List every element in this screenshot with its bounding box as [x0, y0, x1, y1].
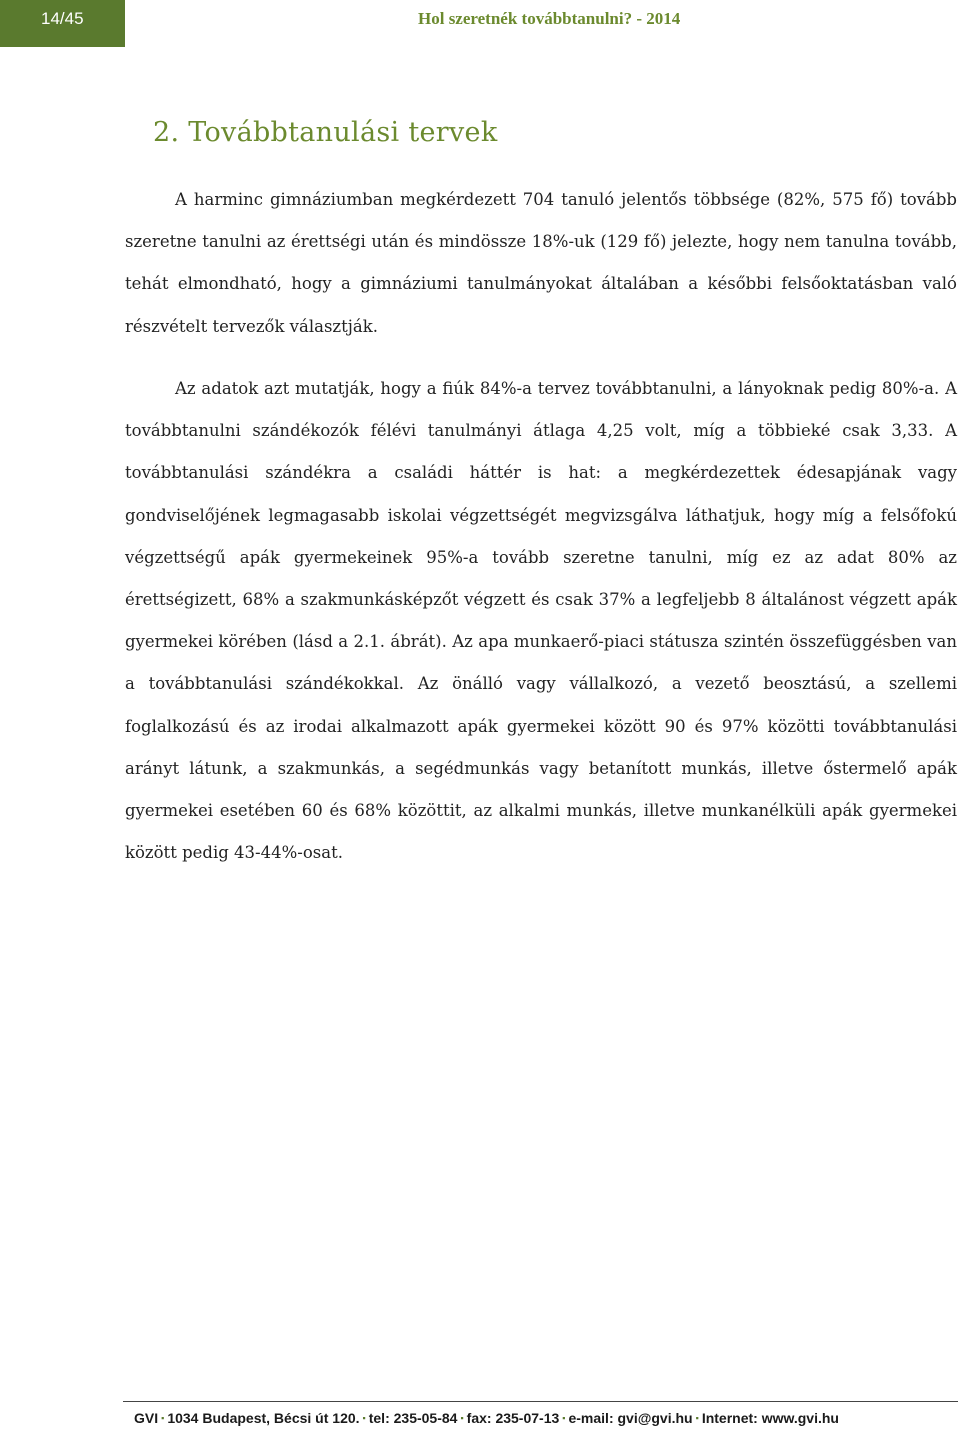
- footer-email: e-mail: gvi@gvi.hu: [568, 1410, 693, 1426]
- footer-separator-icon: ▪: [695, 1413, 699, 1423]
- footer-internet: Internet: www.gvi.hu: [701, 1410, 839, 1426]
- footer-address: 1034 Budapest, Bécsi út 120.: [167, 1410, 360, 1426]
- footer-separator-icon: ▪: [362, 1413, 366, 1423]
- footer-fax: fax: 235-07-13: [466, 1410, 560, 1426]
- footer-divider: [123, 1401, 958, 1402]
- footer-tel: tel: 235-05-84: [368, 1410, 458, 1426]
- footer-separator-icon: ▪: [460, 1413, 464, 1423]
- footer-separator-icon: ▪: [161, 1413, 165, 1423]
- page-footer: [134, 1410, 960, 1427]
- running-header-title: Hol szeretnék továbbtanulni? - 2014: [418, 9, 681, 28]
- footer-separator-icon: ▪: [562, 1413, 566, 1423]
- body-paragraph: Az adatok azt mutatják, hogy a fiúk 84%-a tervez továbbtanulni, a lányoknak pedig 80%-a. A továbbtanulni szándékozók félévi tanulmányi átlaga 4,25 volt, míg a többieké csak 3,33. A továbbtanulási szándékra a családi háttér is hat: a megkérdezettek édesapjának vagy gondviselőjének legmagasabb iskolai végzettségét megvizsgálva láthatjuk, hogy míg a felsőfokú végzettségű apák gyermekeinek 95%-a tovább szeretne tanulni, míg ez az adat 80% az érettségizett, 68% a szakmunkásképzőt végzett és csak 37% a legfeljebb 8 általánost végzett apák gyermekei körében (lásd a 2.1. ábrát). Az apa munkaerő-piaci státusza szintén összefüggésben van a továbbtanulási szándékokkal. Az önálló vagy vállalkozó, a vezető beosztású, a szellemi foglalkozású és az irodai alkalmazott apák gyermekei között 90 és 97% közötti továbbtanulási arányt látunk, a szakmunkás, a segédmunkás vagy betanított munkás, illetve őstermelő apák gyermekei esetében 60 és 68% közöttit, az alkalmi munkás, illetve munkanélküli apák gyermekei között pedig 43-44%-osat.: [125, 379, 957, 863]
- footer-org: GVI: [134, 1410, 159, 1426]
- body-paragraph: A harminc gimnáziumban megkérdezett 704 tanuló jelentős többsége (82%, 575 fő) tovább szeretne tanulni az érettségi után és mindössze 18%-uk (129 fő) jelezte, hogy nem tanulna tovább, tehát elmondható, hogy a gimnáziumi tanulmányokat általában a későbbi felsőoktatásban való részvételt tervezők választják.: [125, 190, 957, 336]
- section-title: 2. Továbbtanulási tervek: [153, 117, 498, 148]
- page-number-badge: [0, 0, 125, 47]
- page-number: 14/45: [41, 9, 84, 28]
